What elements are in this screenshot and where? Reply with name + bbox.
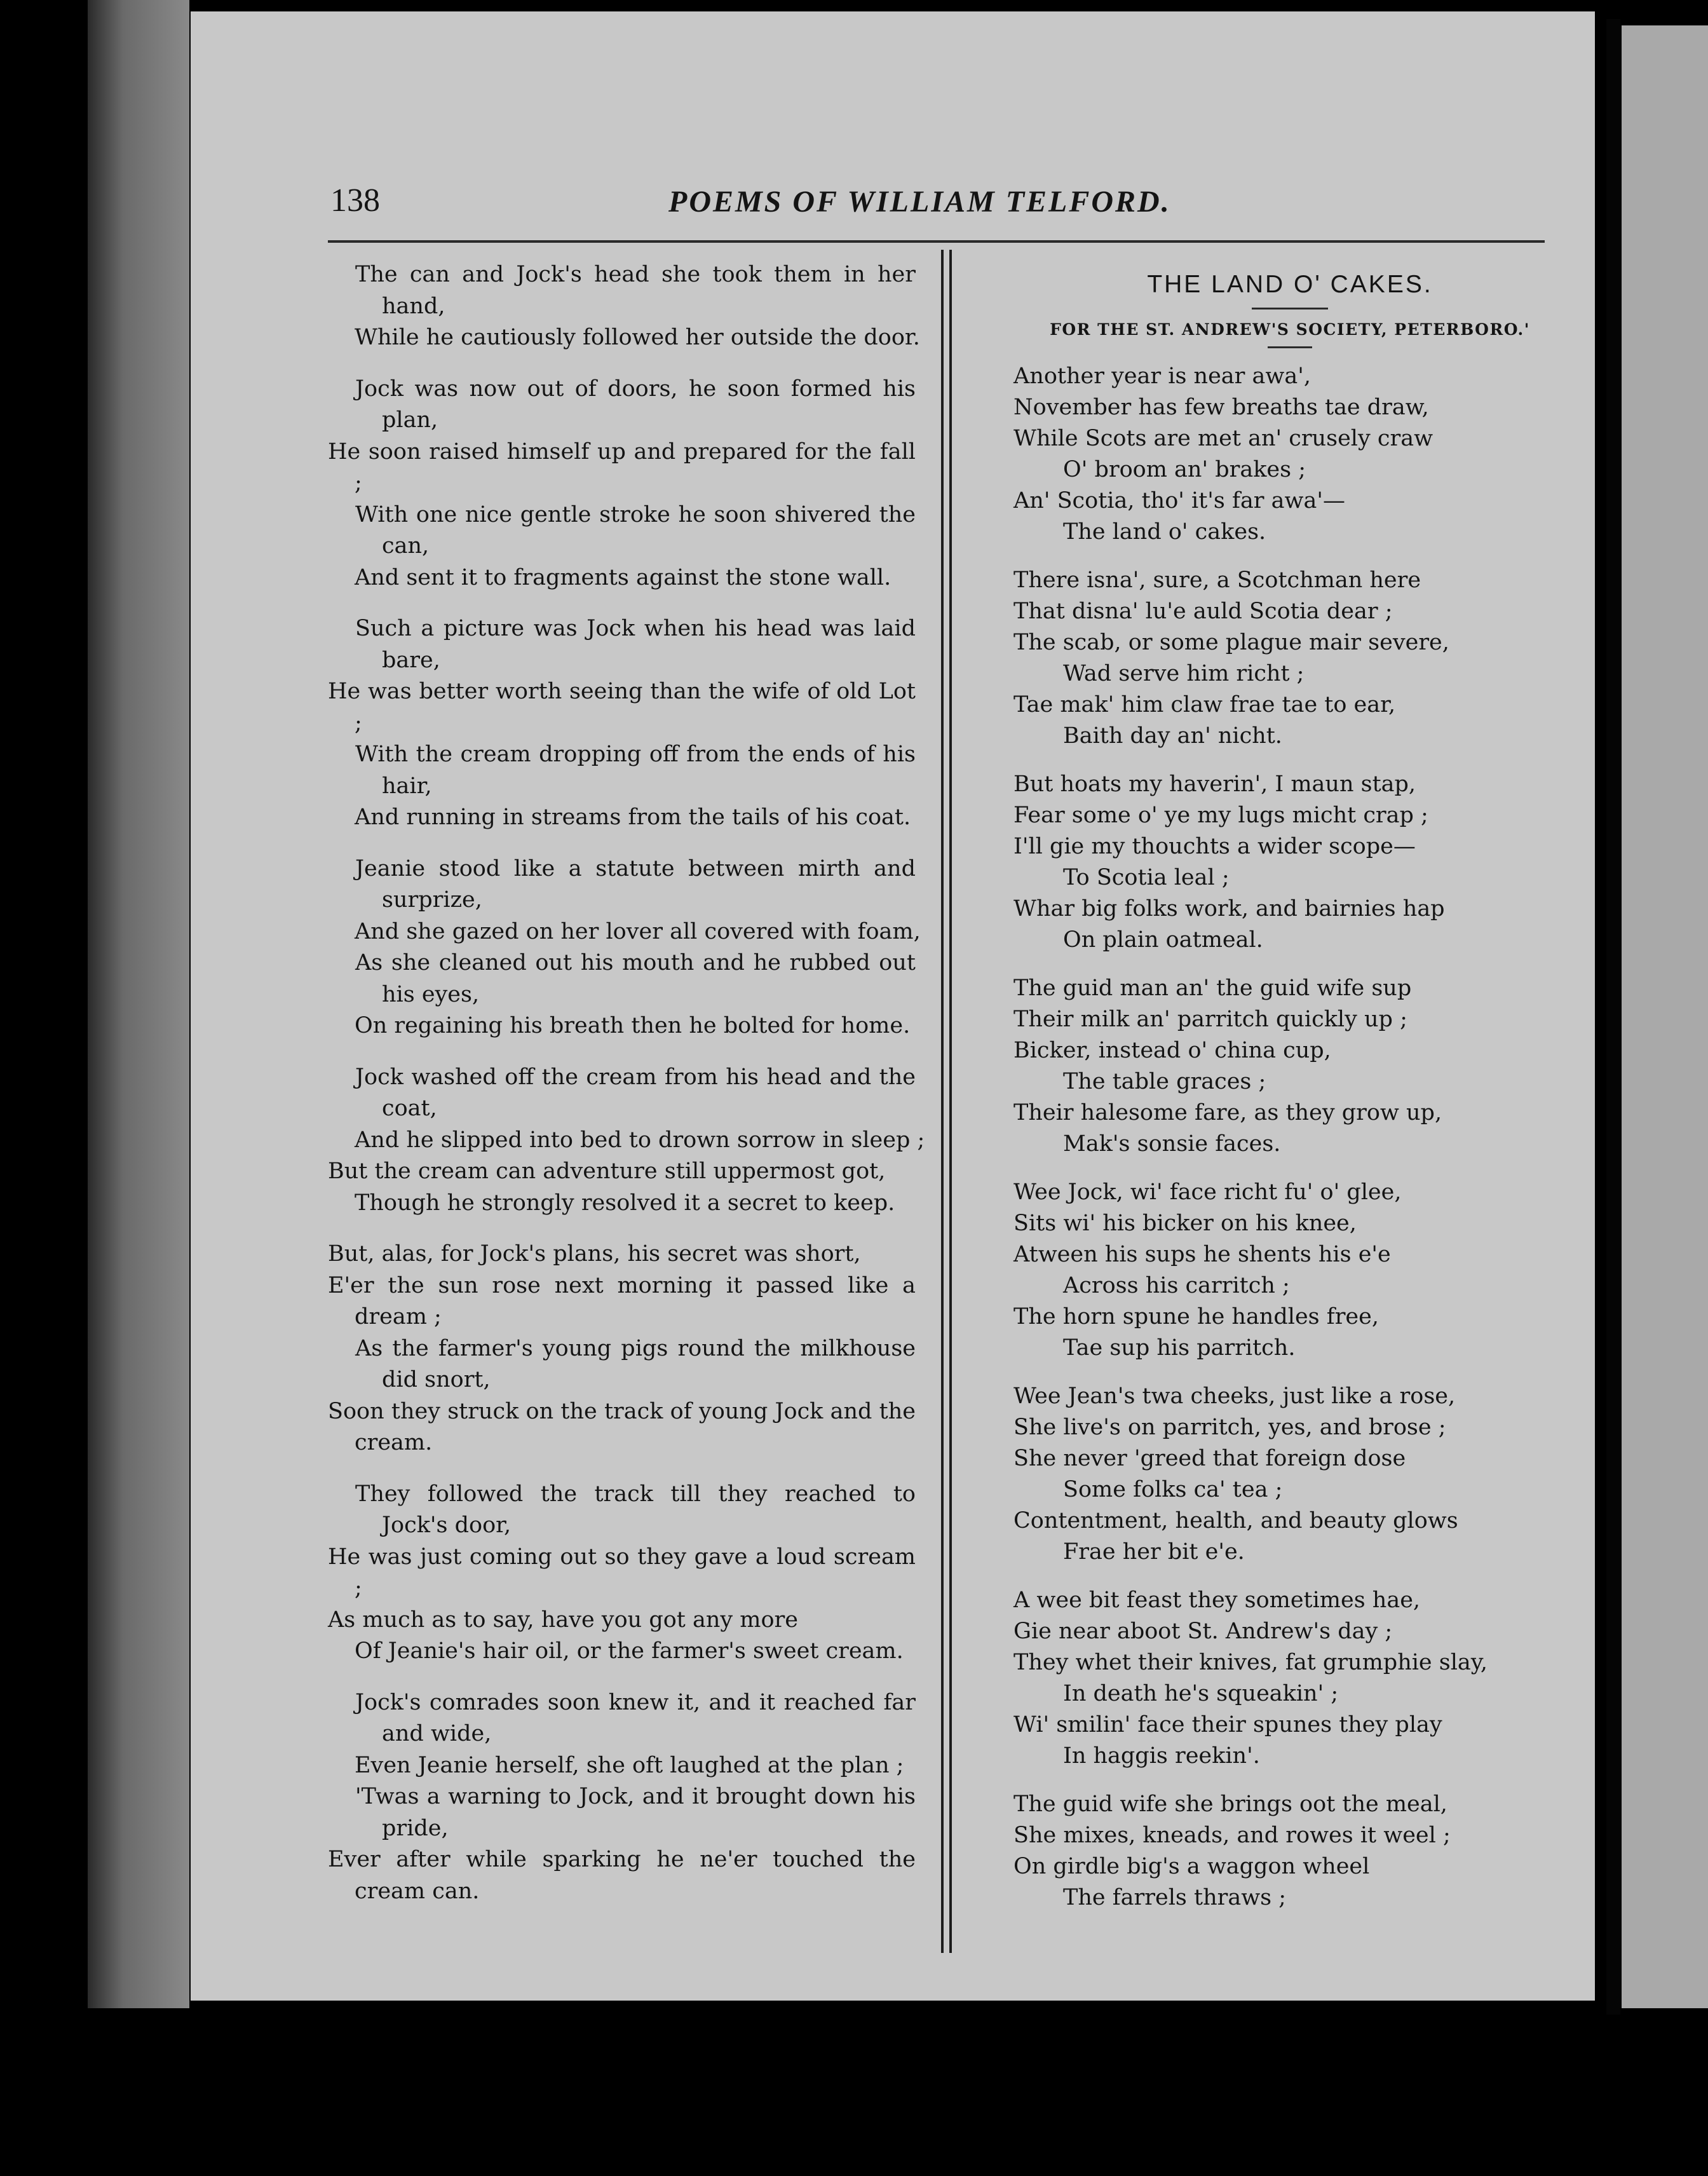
verse-line: In haggis reekin'. [1063, 1743, 1260, 1769]
verse-line: E'er the sun rose next morning it passed like a dream ; [328, 1272, 916, 1329]
verse-line: He was better worth seeing than the wife of old Lot ; [328, 679, 916, 736]
verse-line: The land o' cakes. [1063, 519, 1266, 545]
verse-line: While he cautiously followed her outside the door. [355, 325, 920, 350]
book-spine-shadow [88, 0, 189, 2008]
verse-line: Jock washed off the cream from his head and the coat, [355, 1064, 916, 1121]
verse-line: They whet their knives, fat grumphie slay, [1013, 1650, 1488, 1675]
verse-line: Wee Jean's twa cheeks, just like a rose, [1013, 1384, 1456, 1409]
verse-line: Ever after while sparking he ne'er touched the cream can. [328, 1847, 916, 1904]
verse-line: There isna', sure, a Scotchman here [1013, 568, 1421, 593]
verse-line: They followed the track till they reached to Jock's door, [355, 1481, 916, 1538]
verse-line: A wee bit feast they sometimes hae, [1013, 1588, 1421, 1613]
poem-dedication: FOR THE ST. ANDREW'S SOCIETY, PETERBORO.' [1050, 320, 1530, 339]
verse-line: Their milk an' parritch quickly up ; [1013, 1007, 1407, 1032]
verse-line: Frae her bit e'e. [1063, 1539, 1245, 1565]
verse-line: Wee Jock, wi' face richt fu' o' glee, [1013, 1180, 1402, 1205]
verse-line: The can and Jock's head she took them in her hand, [355, 262, 916, 319]
stanza [328, 613, 916, 834]
stanza [328, 1239, 916, 1459]
verse-line: Their halesome fare, as they grow up, [1013, 1100, 1442, 1125]
verse-line: And she gazed on her lover all covered with foam, [355, 918, 921, 944]
verse-line: Bicker, instead o' china cup, [1013, 1038, 1331, 1063]
verse-line: Whar big folks work, and bairnies hap [1013, 896, 1445, 921]
verse-line: Baith day an' nicht. [1063, 723, 1282, 749]
verse-line: With the cream dropping off from the ends of his hair, [355, 742, 916, 799]
verse-line: As much as to say, have you got any more [328, 1607, 798, 1633]
verse-line: Gie near aboot St. Andrew's day ; [1013, 1619, 1393, 1644]
verse-line: Such a picture was Jock when his head was laid bare, [355, 616, 916, 673]
verse-line: Wi' smilin' face their spunes they play [1013, 1712, 1442, 1737]
verse-line: Wad serve him richt ; [1063, 661, 1305, 686]
column-rule [949, 250, 952, 1953]
stanza [1013, 973, 1566, 1160]
verse-line: On plain oatmeal. [1063, 927, 1263, 953]
verse-line: Atween his sups he shents his e'e [1013, 1242, 1391, 1267]
stanza [328, 1479, 916, 1668]
verse-line: He was just coming out so they gave a loud scream ; [328, 1544, 916, 1601]
verse-line: Even Jeanie herself, she oft laughed at the plan ; [355, 1752, 904, 1778]
verse-line: And sent it to fragments against the stone wall. [355, 564, 891, 590]
verse-line: Jeanie stood like a statute between mirth and surprize, [355, 855, 916, 913]
verse-line: Jock's comrades soon knew it, and it reached far and wide, [355, 1689, 916, 1746]
stanza [1013, 1177, 1566, 1364]
verse-line: And running in streams from the tails of his coat. [355, 805, 911, 830]
book-page [191, 11, 1595, 2001]
left-column-poem [328, 259, 925, 1907]
right-column-poem [1013, 259, 1566, 1914]
verse-line: As she cleaned out his mouth and he rubbed out his eyes, [355, 950, 916, 1007]
verse-line: 'Twas a warning to Jock, and it brought down his pride, [355, 1784, 916, 1841]
header-rule [328, 240, 1545, 243]
verse-line: She live's on parritch, yes, and brose ; [1013, 1415, 1446, 1440]
stanza [328, 1687, 916, 1908]
verse-line: And he slipped into bed to drown sorrow in sleep ; [355, 1127, 925, 1153]
verse-line: On regaining his breath then he bolted for home. [355, 1013, 911, 1038]
stanza [328, 374, 916, 594]
stanza [1013, 769, 1566, 956]
verse-line: But the cream can adventure still uppermost got, [328, 1159, 886, 1184]
verse-line: As the farmer's young pigs round the milkhouse did snort, [355, 1335, 916, 1392]
stanza [1013, 565, 1566, 752]
page-number: 138 [330, 182, 380, 219]
verse-line: The table graces ; [1063, 1069, 1266, 1094]
verse-line: She never 'greed that foreign dose [1013, 1446, 1406, 1471]
verse-line: The guid man an' the guid wife sup [1013, 976, 1412, 1001]
verse-line: The scab, or some plague mair severe, [1013, 630, 1449, 655]
title-rule [1252, 308, 1328, 309]
verse-line: Some folks ca' tea ; [1063, 1477, 1283, 1502]
running-head: POEMS OF WILLIAM TELFORD. [668, 185, 1171, 219]
verse-line: November has few breaths tae draw, [1013, 395, 1429, 420]
verse-line: An' Scotia, tho' it's far awa'— [1013, 488, 1345, 513]
verse-line: He soon raised himself up and prepared for the fall ; [328, 439, 916, 496]
verse-line: O' broom an' brakes ; [1063, 457, 1306, 482]
stanza [1013, 361, 1566, 548]
verse-line: She mixes, kneads, and rowes it weel ; [1013, 1823, 1451, 1848]
stanza [328, 853, 921, 1042]
verse-line: To Scotia leal ; [1063, 865, 1230, 890]
verse-line: Mak's sonsie faces. [1063, 1131, 1281, 1157]
verse-line: Though he strongly resolved it a secret to keep. [355, 1190, 895, 1216]
verse-line: Another year is near awa', [1013, 364, 1311, 389]
dedication-rule [1268, 346, 1312, 348]
verse-line: Soon they struck on the track of young Jock and the cream. [328, 1398, 916, 1455]
verse-line: The horn spune he handles free, [1013, 1304, 1379, 1329]
verse-line: Contentment, health, and beauty glows [1013, 1508, 1458, 1533]
poem-title: THE LAND O' CAKES. [1147, 271, 1433, 298]
verse-line: But hoats my haverin', I maun stap, [1013, 772, 1416, 797]
verse-line: Jock was now out of doors, he soon formed his plan, [355, 376, 916, 433]
verse-line: But, alas, for Jock's plans, his secret was short, [328, 1241, 861, 1267]
verse-line: Tae mak' him claw frae tae to ear, [1013, 692, 1396, 717]
page-gutter-shadow [1606, 19, 1620, 2015]
stanza [328, 1062, 925, 1220]
verse-line: Fear some o' ye my lugs micht crap ; [1013, 803, 1428, 828]
verse-line: Across his carritch ; [1063, 1273, 1290, 1298]
verse-line: With one nice gentle stroke he soon shivered the can, [355, 501, 916, 559]
verse-line: That disna' lu'e auld Scotia dear ; [1013, 599, 1393, 624]
verse-line: I'll gie my thouchts a wider scope— [1013, 834, 1416, 859]
stanza [328, 259, 920, 354]
verse-line: The guid wife she brings oot the meal, [1013, 1792, 1447, 1817]
stanza [1013, 1381, 1566, 1568]
stanza [1013, 1585, 1566, 1772]
verse-line: The farrels thraws ; [1063, 1885, 1287, 1910]
verse-line: Of Jeanie's hair oil, or the farmer's sweet cream. [355, 1638, 904, 1664]
facing-page-edge [1622, 25, 1708, 2008]
stanza [1013, 1789, 1566, 1914]
verse-line: Sits wi' his bicker on his knee, [1013, 1211, 1357, 1236]
verse-line: In death he's squeakin' ; [1063, 1681, 1339, 1706]
verse-line: While Scots are met an' crusely craw [1013, 426, 1434, 451]
column-rule [941, 250, 944, 1953]
verse-line: On girdle big's a waggon wheel [1013, 1854, 1370, 1879]
verse-line: Tae sup his parritch. [1063, 1335, 1296, 1361]
